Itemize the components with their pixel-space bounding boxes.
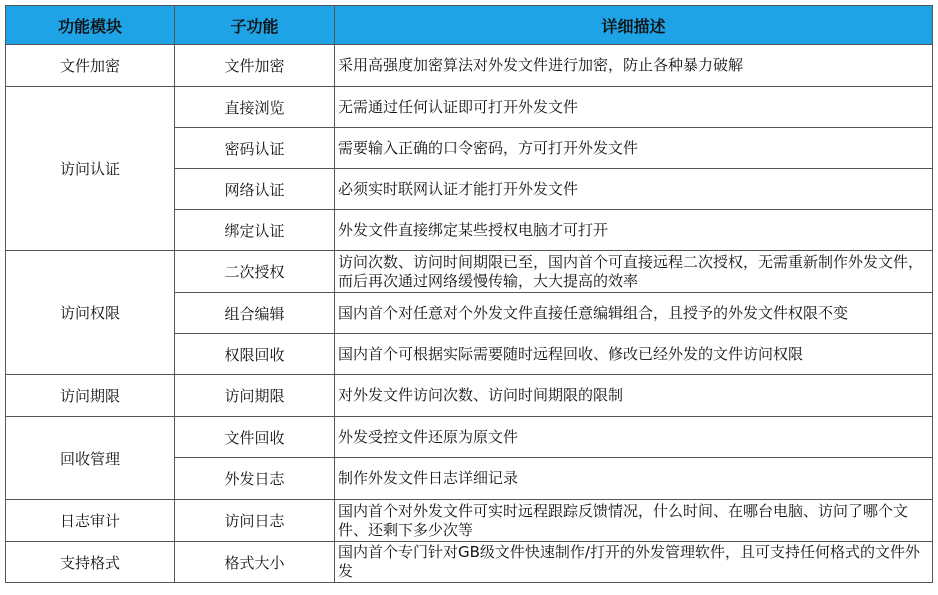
subfunction-cell: 密码认证 bbox=[175, 128, 335, 169]
description-cell: 国内首个可根据实际需要随时远程回收、修改已经外发的文件访问权限 bbox=[335, 334, 933, 375]
table-row bbox=[6, 87, 933, 128]
module-cell: 日志审计 bbox=[6, 500, 175, 542]
subfunction-cell: 二次授权 bbox=[175, 251, 335, 293]
subfunction-cell: 权限回收 bbox=[175, 334, 335, 375]
module-cell: 访问期限 bbox=[6, 375, 175, 417]
table-row bbox=[6, 542, 933, 583]
table-row bbox=[6, 417, 933, 458]
table-row bbox=[6, 500, 933, 542]
module-cell: 支持格式 bbox=[6, 542, 175, 583]
module-cell: 访问认证 bbox=[6, 87, 175, 251]
description-cell: 外发文件直接绑定某些授权电脑才可打开 bbox=[335, 210, 933, 251]
description-cell: 对外发文件访问次数、访问时间期限的限制 bbox=[335, 375, 933, 417]
description-cell: 外发受控文件还原为原文件 bbox=[335, 417, 933, 458]
feature-table-container bbox=[5, 5, 932, 583]
subfunction-cell: 文件回收 bbox=[175, 417, 335, 458]
table-row bbox=[6, 45, 933, 87]
subfunction-cell: 格式大小 bbox=[175, 542, 335, 583]
subfunction-cell: 文件加密 bbox=[175, 45, 335, 87]
feature-table bbox=[5, 5, 933, 583]
module-cell: 回收管理 bbox=[6, 417, 175, 500]
description-cell: 需要输入正确的口令密码，方可打开外发文件 bbox=[335, 128, 933, 169]
header-row bbox=[6, 6, 933, 45]
header-description: 详细描述 bbox=[335, 6, 933, 45]
description-cell: 访问次数、访问时间期限已至，国内首个可直接远程二次授权，无需重新制作外发文件，而后再次通过网络缓慢传输，大大提高的效率 bbox=[335, 251, 933, 293]
table-row bbox=[6, 375, 933, 417]
description-cell: 制作外发文件日志详细记录 bbox=[335, 458, 933, 500]
module-cell: 访问权限 bbox=[6, 251, 175, 375]
description-cell: 无需通过任何认证即可打开外发文件 bbox=[335, 87, 933, 128]
description-cell: 必须实时联网认证才能打开外发文件 bbox=[335, 169, 933, 210]
description-cell: 采用高强度加密算法对外发文件进行加密，防止各种暴力破解 bbox=[335, 45, 933, 87]
module-cell: 文件加密 bbox=[6, 45, 175, 87]
description-cell: 国内首个专门针对GB级文件快速制作/打开的外发管理软件，且可支持任何格式的文件外发 bbox=[335, 542, 933, 583]
table-row bbox=[6, 251, 933, 293]
subfunction-cell: 外发日志 bbox=[175, 458, 335, 500]
subfunction-cell: 访问日志 bbox=[175, 500, 335, 542]
subfunction-cell: 绑定认证 bbox=[175, 210, 335, 251]
description-cell: 国内首个对任意对个外发文件直接任意编辑组合，且授予的外发文件权限不变 bbox=[335, 293, 933, 334]
subfunction-cell: 访问期限 bbox=[175, 375, 335, 417]
subfunction-cell: 网络认证 bbox=[175, 169, 335, 210]
subfunction-cell: 组合编辑 bbox=[175, 293, 335, 334]
header-subfunction: 子功能 bbox=[175, 6, 335, 45]
header-module: 功能模块 bbox=[6, 6, 175, 45]
subfunction-cell: 直接浏览 bbox=[175, 87, 335, 128]
description-cell: 国内首个对外发文件可实时远程跟踪反馈情况，什么时间、在哪台电脑、访问了哪个文件、还剩下多少次等 bbox=[335, 500, 933, 542]
